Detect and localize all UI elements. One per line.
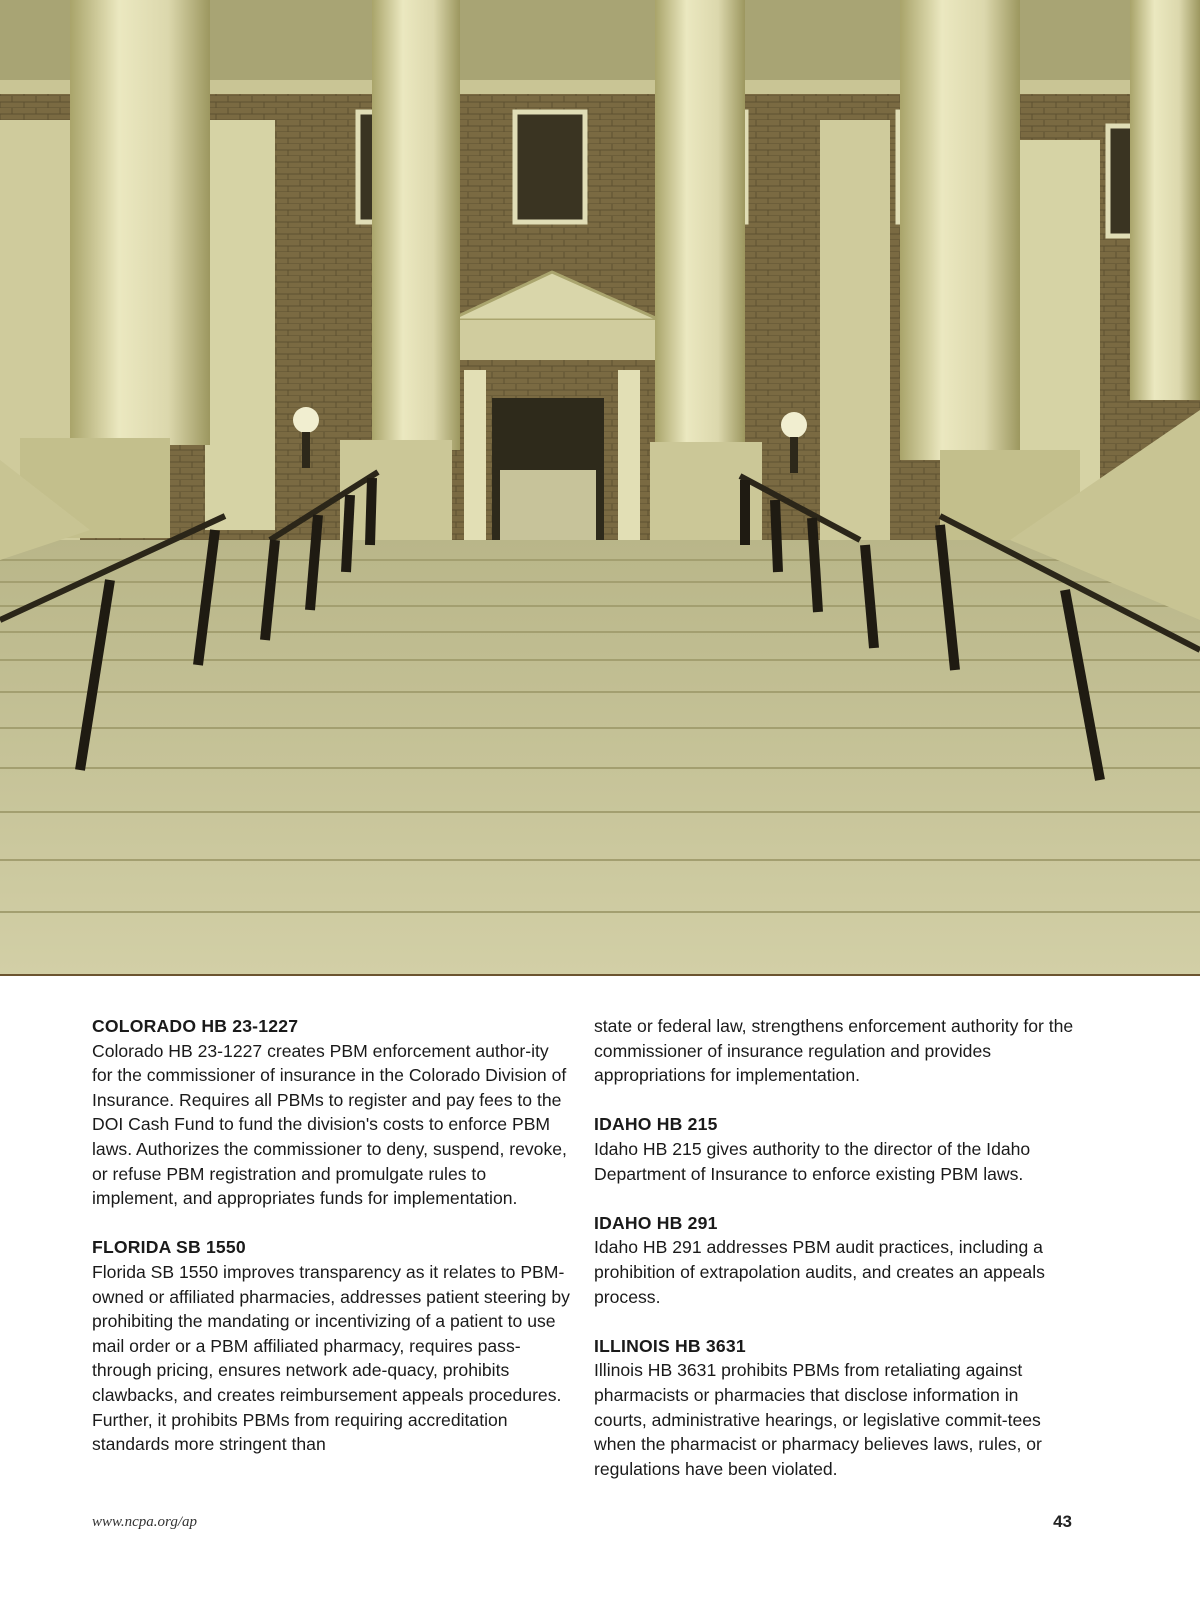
article-idaho-hb-291 (594, 1211, 1074, 1309)
article-body: Illinois HB 3631 prohibits PBMs from retaliating against pharmacists or pharmacies that disclose information in courts, administrative hearings, or legislative commit-tees when the pharmacist or pharmacy believes laws, rules, or regulations have been violated. (594, 1360, 1042, 1479)
article-continuation (594, 1014, 1074, 1088)
page-number: 43 (1053, 1512, 1072, 1531)
left-column (92, 1014, 572, 1481)
article-body: Idaho HB 215 gives authority to the director of the Idaho Department of Insurance to enforce existing PBM laws. (594, 1138, 1031, 1184)
article-heading: IDAHO HB 215 (594, 1114, 718, 1135)
article-heading: ILLINOIS HB 3631 (594, 1335, 746, 1356)
article-idaho-hb-215 (594, 1112, 1074, 1186)
article-body: Florida SB 1550 improves transparency as it relates to PBM-owned or affiliated pharmacies, addresses patient steering by prohibiting the mandating or incentivizing of a patient to use mail order or a PBM affiliated pharmacy, requires pass-through pricing, ensures network ade-quacy, prohibits clawbacks, and creates reimbursement appeals procedures. Further, it prohibits PBMs from requiring accreditation standards more stringent than (92, 1261, 570, 1455)
footer-url[interactable]: www.ncpa.org/ap (92, 1514, 198, 1530)
article-heading: COLORADO HB 23-1227 (92, 1016, 299, 1036)
article-body: Idaho HB 291 addresses PBM audit practices, including a prohibition of extrapolation audits, and creates an appeals process. (594, 1237, 1045, 1307)
article-colorado-hb-23-1227 (92, 1014, 572, 1211)
right-column (594, 1014, 1074, 1506)
article-heading: FLORIDA SB 1550 (92, 1237, 246, 1258)
article-body: Colorado HB 23-1227 creates PBM enforcement author-ity for the commissioner of insurance in the Colorado Division of Insurance. Requires all PBMs to register and pay fees to the DOI Cash Fund to fund the division's costs to enforce PBM laws. Authorizes the commissioner to deny, suspend, revoke, or refuse PBM registration and promulgate rules to implement, and appropriates funds for implementation. (92, 1040, 567, 1209)
article-body: state or federal law, strengthens enforcement authority for the commissioner of insurance regulation and provides appropriations for implementation. (594, 1016, 1074, 1086)
article-florida-sb-1550 (92, 1235, 572, 1456)
article-illinois-hb-3631 (594, 1334, 1074, 1482)
article-heading: IDAHO HB 291 (594, 1212, 718, 1233)
